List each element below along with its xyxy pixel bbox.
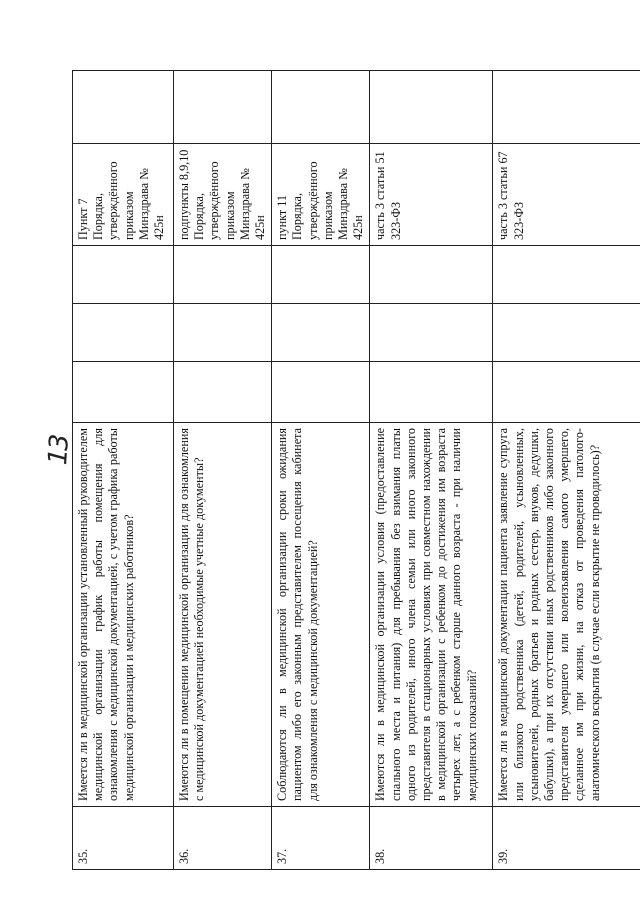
question-text: Имеются ли в медицинской организации условия (предоставление спального места и питания) для пребывания без взимания платы одного из родителей, иного члена семьи или иного законного представителя в стационарных условиях при совместном нахождении в медицинской организации с ребенком до достижения им возраста четырех лет, а с ребенком старше данного возраста - при наличии медицинских показаний? <box>370 423 493 807</box>
empty-cell <box>73 71 174 144</box>
table-row <box>73 71 174 870</box>
empty-cell <box>174 304 272 362</box>
reference-text: Пункт 7 Порядка, утверждённого приказом Минздрава № 425н <box>73 144 174 246</box>
empty-cell <box>73 246 174 304</box>
empty-cell <box>370 71 493 144</box>
question-text: Имеется ли в медицинской документации пациента заявление супруга или близкого родственника (детей, родителей, усыновленных, усыновителей, родных братьев и родных сестер, внуков, дедушки, бабушки), а при их отсутствии иных родственников либо законного представителя умершего или волеизъявления самого умершего, сделанное им при жизни, на отказ от проведения патолого-анатомического вскрытия (в случае если вскрытие не проводилось)? <box>493 423 640 807</box>
row-number: 35. <box>73 807 174 870</box>
empty-cell <box>370 246 493 304</box>
empty-cell <box>493 304 640 362</box>
empty-cell <box>493 71 640 144</box>
empty-cell <box>73 362 174 423</box>
empty-cell <box>73 304 174 362</box>
empty-cell <box>272 362 370 423</box>
empty-cell <box>174 246 272 304</box>
question-text: Соблюдаются ли в медицинской организации сроки ожидания пациентом либо его законным представителем посещения кабинета для ознакомления с медицинской документацией? <box>272 423 370 807</box>
page-number: 13 <box>43 434 75 467</box>
row-number: 39. <box>493 807 640 870</box>
empty-cell <box>493 362 640 423</box>
table-row <box>370 71 493 870</box>
table-row <box>174 71 272 870</box>
checklist-table <box>72 70 640 870</box>
question-text: Имеются ли в помещении медицинской организации для ознакомления с медицинской документацией необходимые учетные документы? <box>174 423 272 807</box>
table-row <box>493 71 640 870</box>
row-number: 36. <box>174 807 272 870</box>
reference-text: часть 3 статьи 67 323-ФЗ <box>493 144 640 246</box>
reference-text: пункт 11 Порядка, утверждённого приказом Минздрава № 425н <box>272 144 370 246</box>
row-number: 38. <box>370 807 493 870</box>
empty-cell <box>272 71 370 144</box>
empty-cell <box>370 304 493 362</box>
row-number: 37. <box>272 807 370 870</box>
empty-cell <box>493 246 640 304</box>
reference-text: подпункты 8,9,10 Порядка, утверждённого приказом Минздрава № 425н <box>174 144 272 246</box>
question-text: Имеется ли в медицинской организации установленный руководителем медицинской организации график работы помещения для ознакомления с медицинской документацией, с учетом графика работы медицинской организации и медицинских работников? <box>73 423 174 807</box>
table-row <box>272 71 370 870</box>
empty-cell <box>174 71 272 144</box>
empty-cell <box>174 362 272 423</box>
empty-cell <box>272 304 370 362</box>
empty-cell <box>272 246 370 304</box>
reference-text: часть 3 статьи 51 323-ФЗ <box>370 144 493 246</box>
empty-cell <box>370 362 493 423</box>
